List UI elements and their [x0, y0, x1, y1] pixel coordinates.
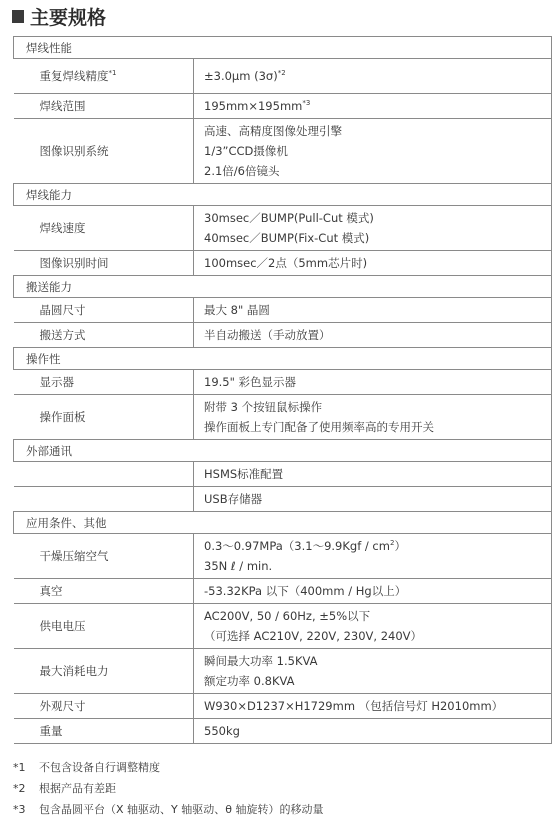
- spec-value-line: [204, 66, 541, 86]
- spec-value-line: [204, 372, 541, 392]
- spec-value-text: 35N ℓ / min.: [204, 559, 273, 573]
- spec-value: [194, 395, 552, 440]
- spec-label: [14, 604, 194, 649]
- spec-value-line: [204, 671, 541, 691]
- spec-value: [194, 534, 552, 579]
- spec-value: [194, 298, 552, 323]
- section-title: 焊线性能: [14, 37, 552, 59]
- spec-label: [14, 251, 194, 276]
- spec-value: [194, 649, 552, 694]
- spec-value-text: （可选择 AC210V, 220V, 230V, 240V）: [204, 629, 423, 643]
- spec-label-text: 晶圆尺寸: [39, 303, 86, 317]
- spec-row: [14, 604, 552, 649]
- spec-value: [194, 462, 552, 487]
- spec-value-text: -53.32KPa 以下（400mm / Hg以上）: [204, 584, 407, 598]
- spec-label: [14, 323, 194, 348]
- spec-label: [14, 649, 194, 694]
- footnote-ref: 2: [389, 539, 395, 548]
- spec-label: [14, 694, 194, 719]
- spec-label-text: 显示器: [39, 375, 74, 389]
- spec-value-line: [204, 121, 541, 141]
- spec-row: [14, 206, 552, 251]
- spec-label-text: 图像识别系统: [39, 144, 109, 158]
- section-title: 外部通讯: [14, 440, 552, 462]
- spec-row: [14, 534, 552, 579]
- spec-value-line: [204, 464, 541, 484]
- spec-value: [194, 251, 552, 276]
- spec-label-text: 外观尺寸: [39, 699, 86, 713]
- spec-value-text: 19.5" 彩色显示器: [204, 375, 297, 389]
- spec-value-line: [204, 721, 541, 741]
- spec-label-text: 图像识别时间: [39, 256, 109, 270]
- spec-row: [14, 649, 552, 694]
- spec-row: [14, 94, 552, 119]
- spec-label-text: 干燥压缩空气: [39, 549, 109, 563]
- spec-value-line: [204, 581, 541, 601]
- page-title: [12, 2, 106, 30]
- spec-value-text: 操作面板上专门配备了使用频率高的专用开关: [204, 420, 434, 434]
- spec-row: [14, 59, 552, 94]
- spec-value-line: [204, 300, 541, 320]
- spec-label-text: 供电电压: [39, 619, 86, 633]
- spec-value-line: [204, 626, 541, 646]
- spec-row: [14, 323, 552, 348]
- title-square-icon: [12, 10, 24, 23]
- spec-row: [14, 370, 552, 395]
- section-header-row: [14, 276, 552, 298]
- spec-row: [14, 462, 552, 487]
- spec-label: [14, 59, 194, 94]
- section-header-row: [14, 348, 552, 370]
- spec-label: [14, 206, 194, 251]
- spec-value-text: HSMS标准配置: [204, 467, 284, 481]
- spec-value-tail: ）: [394, 539, 406, 553]
- spec-value-text: 1/3”CCD摄像机: [204, 144, 288, 158]
- section-header-row: [14, 512, 552, 534]
- spec-value-line: [204, 556, 541, 576]
- section-title: 操作性: [14, 348, 552, 370]
- spec-value: [194, 579, 552, 604]
- spec-label: [14, 534, 194, 579]
- footnotes: [13, 757, 553, 820]
- spec-value: [194, 719, 552, 744]
- footnote: [13, 757, 553, 778]
- section-title: 应用条件、其他: [14, 512, 552, 534]
- spec-row: [14, 694, 552, 719]
- section-header-row: [14, 184, 552, 206]
- spec-value-text: 40msec／BUMP(Fix-Cut 模式): [204, 231, 370, 245]
- spec-label: [14, 119, 194, 184]
- spec-value: [194, 59, 552, 94]
- spec-value-line: [204, 696, 541, 716]
- spec-value-line: [204, 489, 541, 509]
- spec-value-line: [204, 651, 541, 671]
- spec-value-text: W930×D1237×H1729mm （包括信号灯 H2010mm）: [204, 699, 504, 713]
- spec-row: [14, 395, 552, 440]
- footnote-ref: *2: [277, 69, 286, 78]
- footnote-text: 根据产品有差距: [39, 782, 116, 795]
- spec-value-line: [204, 325, 541, 345]
- spec-value-text: 附带 3 个按钮鼠标操作: [204, 400, 323, 414]
- spec-row: [14, 119, 552, 184]
- spec-label: [14, 370, 194, 395]
- spec-label-text: 最大消耗电力: [39, 664, 109, 678]
- spec-value-text: 瞬间最大功率 1.5KVA: [204, 654, 318, 668]
- spec-label: [14, 94, 194, 119]
- spec-value: [194, 323, 552, 348]
- spec-value: [194, 119, 552, 184]
- spec-row: [14, 719, 552, 744]
- spec-label-text: 操作面板: [39, 410, 86, 424]
- footnote-number: *3: [13, 803, 26, 816]
- spec-value-text: AC200V, 50 / 60Hz, ±5%以下: [204, 609, 371, 623]
- spec-value-text: 0.3～0.97MPa（3.1～9.9Kgf / cm: [204, 539, 390, 553]
- spec-label: [14, 487, 194, 512]
- spec-value: [194, 604, 552, 649]
- spec-value-text: 100msec／2点（5mm芯片时): [204, 256, 368, 270]
- spec-value-line: [204, 606, 541, 626]
- spec-value-text: 额定功率 0.8KVA: [204, 674, 295, 688]
- footnote-ref: *3: [302, 99, 311, 108]
- spec-table: [13, 36, 552, 744]
- footnote-number: *2: [13, 782, 26, 795]
- spec-value: [194, 694, 552, 719]
- spec-value-text: 195mm×195mm: [204, 99, 303, 113]
- spec-value: [194, 206, 552, 251]
- section-header-row: [14, 440, 552, 462]
- spec-value-line: [204, 397, 541, 417]
- spec-label: [14, 395, 194, 440]
- spec-row: [14, 251, 552, 276]
- spec-row: [14, 487, 552, 512]
- spec-label-text: 重复焊线精度: [39, 69, 109, 83]
- spec-value-line: [204, 228, 541, 248]
- spec-row: [14, 298, 552, 323]
- spec-label-text: 重量: [39, 724, 63, 738]
- spec-value: [194, 370, 552, 395]
- spec-value: [194, 487, 552, 512]
- section-header-row: [14, 37, 552, 59]
- spec-value-line: [204, 208, 541, 228]
- spec-value-text: USB存储器: [204, 492, 263, 506]
- spec-label-text: 搬送方式: [39, 328, 86, 342]
- spec-value-text: 550kg: [204, 724, 240, 738]
- section-title: 搬送能力: [14, 276, 552, 298]
- page-title-text: 主要规格: [30, 6, 107, 29]
- footnote: [13, 799, 553, 820]
- footnote-number: *1: [13, 761, 26, 774]
- spec-label-text: 焊线范围: [39, 99, 86, 113]
- spec-value-line: [204, 96, 541, 116]
- spec-label: [14, 298, 194, 323]
- spec-value-line: [204, 161, 541, 181]
- spec-label-text: 焊线速度: [39, 221, 86, 235]
- footnote: [13, 778, 553, 799]
- footnote-ref: *1: [108, 69, 117, 78]
- spec-label: [14, 579, 194, 604]
- spec-value-text: 最大 8" 晶圆: [204, 303, 270, 317]
- spec-value-text: 2.1倍/6倍镜头: [204, 164, 280, 178]
- spec-value-text: 半自动搬送（手动放置）: [204, 328, 331, 342]
- spec-value-text: 高速、高精度图像处理引擎: [204, 124, 342, 138]
- spec-row: [14, 579, 552, 604]
- footnote-text: 不包含设备自行调整精度: [39, 761, 160, 774]
- spec-value: [194, 94, 552, 119]
- spec-value-text: ±3.0μm (3σ): [204, 69, 278, 83]
- section-title: 焊线能力: [14, 184, 552, 206]
- spec-value-line: [204, 141, 541, 161]
- spec-label-text: 真空: [39, 584, 63, 598]
- spec-value-line: [204, 253, 541, 273]
- footnote-text: 包含晶圆平台（X 轴驱动、Y 轴驱动、θ 轴旋转）的移动量: [39, 803, 324, 816]
- spec-value-line: [204, 536, 541, 556]
- spec-label: [14, 719, 194, 744]
- spec-value-line: [204, 417, 541, 437]
- spec-label: [14, 462, 194, 487]
- spec-value-text: 30msec／BUMP(Pull-Cut 模式): [204, 211, 374, 225]
